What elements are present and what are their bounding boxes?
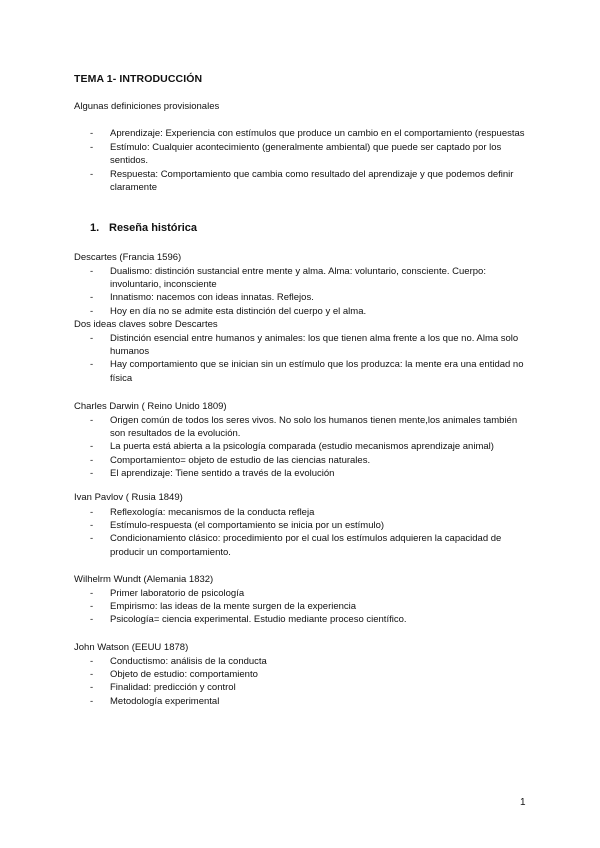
list-item-text: Hay comportamiento que se inician sin un estímulo que los produzca: la mente era una entidad no física (110, 359, 524, 384)
list-item (90, 668, 530, 681)
bullet: - (90, 359, 94, 371)
list-item-text: Condicionamiento clásico: procedimiento por el cual los estímulos adquieren la capacidad de producir un comportamiento. (110, 533, 502, 558)
descartes-heading: Descartes (Francia 1596) (74, 252, 182, 263)
bullet: - (90, 305, 94, 317)
list-item-text: El aprendizaje: Tiene sentido a través de la evolución (110, 467, 335, 479)
list-item (90, 454, 530, 467)
bullet: - (90, 656, 94, 667)
bullet: - (90, 614, 94, 626)
descartes-claves-list (90, 332, 530, 385)
list-item-text: Reflexología: mecanismos de la conducta refleja (110, 507, 315, 518)
darwin-list (90, 414, 530, 480)
list-item-text: Estímulo-respuesta (el comportamiento se inicia por un estímulo) (110, 520, 385, 532)
wundt-heading: Wilhelrm Wundt (Alemania 1832) (74, 574, 214, 585)
page-number: 1 (520, 797, 526, 808)
bullet: - (90, 128, 94, 139)
section-number: 1. (90, 222, 100, 234)
bullet: - (90, 141, 94, 153)
pavlov-heading: Ivan Pavlov ( Rusia 1849) (74, 492, 183, 503)
list-item-text: Objeto de estudio: comportamiento (110, 669, 258, 681)
pavlov-list (90, 506, 530, 559)
list-item (90, 613, 530, 626)
list-item (90, 305, 530, 318)
bullet: - (90, 415, 94, 426)
subtitle: Algunas definiciones provisionales (74, 101, 220, 112)
bullet: - (90, 669, 94, 681)
list-item-text: Primer laboratorio de psicología (110, 588, 245, 599)
list-item (90, 695, 530, 708)
list-item-text: Dualismo: distinción sustancial entre mente y alma. Alma: voluntario, consciente. Cuerpo: involuntario, inconsciente (110, 266, 486, 291)
list-item (90, 414, 530, 440)
bullet: - (90, 682, 94, 694)
list-item (90, 168, 540, 194)
darwin-heading: Charles Darwin ( Reino Unido 1809) (74, 401, 227, 412)
list-item (90, 519, 530, 532)
list-item (90, 141, 540, 167)
bullet: - (90, 266, 94, 277)
list-item (90, 127, 540, 140)
descartes-claves-heading: Dos ideas claves sobre Descartes (74, 319, 218, 330)
list-item (90, 532, 530, 558)
bullet: - (90, 168, 94, 180)
list-item-text: Psicología= ciencia experimental. Estudio mediante proceso científico. (110, 614, 407, 626)
section-heading (90, 222, 197, 234)
list-item-text: Metodología experimental (110, 695, 220, 707)
list-item (90, 681, 530, 694)
wundt-list (90, 587, 530, 627)
bullet: - (90, 695, 94, 707)
list-item-text: Conductismo: análisis de la conducta (110, 656, 267, 667)
descartes-list (90, 265, 530, 318)
list-item-text: Finalidad: predicción y control (110, 682, 236, 694)
list-item (90, 587, 530, 600)
list-item (90, 467, 530, 480)
bullet: - (90, 441, 94, 453)
list-item (90, 655, 530, 668)
list-item (90, 265, 530, 291)
bullet: - (90, 588, 94, 599)
list-item-text: Origen común de todos los seres vivos. No solo los humanos tienen mente,los animales también son resultados de la evolución. (110, 415, 518, 440)
list-item-text: La puerta está abierta a la psicología comparada (estudio mecanismos aprendizaje animal) (110, 441, 494, 453)
list-item (90, 440, 530, 453)
bullet: - (90, 454, 94, 466)
bullet: - (90, 467, 94, 479)
list-item (90, 506, 530, 519)
list-item-text: Comportamiento= objeto de estudio de las ciencias naturales. (110, 454, 371, 466)
list-item (90, 291, 530, 304)
definitions-list (90, 127, 540, 195)
definition-estimulo: Estímulo: Cualquier acontecimiento (generalmente ambiental) que puede ser captado por los sentidos. (110, 141, 502, 166)
list-item (90, 358, 530, 384)
list-item-text: Innatismo: nacemos con ideas innatas. Reflejos. (110, 292, 314, 304)
bullet: - (90, 333, 94, 344)
section-title: Reseña histórica (109, 222, 198, 234)
list-item-text: Distinción esencial entre humanos y animales: los que tienen alma frente a los que no. Alma solo humanos (110, 333, 519, 358)
definition-respuesta: Respuesta: Comportamiento que cambia como resultado del aprendizaje y que podemos definir claramente (110, 168, 514, 193)
bullet: - (90, 533, 94, 545)
list-item-text: Empirismo: las ideas de la mente surgen de la experiencia (110, 601, 357, 613)
watson-heading: John Watson (EEUU 1878) (74, 642, 189, 653)
definition-aprendizaje: Aprendizaje: Experiencia con estímulos que produce un cambio en el comportamiento (respuestas (110, 128, 525, 139)
bullet: - (90, 520, 94, 532)
bullet: - (90, 507, 94, 518)
list-item-text: Hoy en día no se admite esta distinción del cuerpo y el alma. (110, 305, 367, 317)
watson-list (90, 655, 530, 708)
bullet: - (90, 292, 94, 304)
list-item (90, 600, 530, 613)
bullet: - (90, 601, 94, 613)
page-title: TEMA 1- INTRODUCCIÓN (74, 73, 203, 85)
list-item (90, 332, 530, 358)
